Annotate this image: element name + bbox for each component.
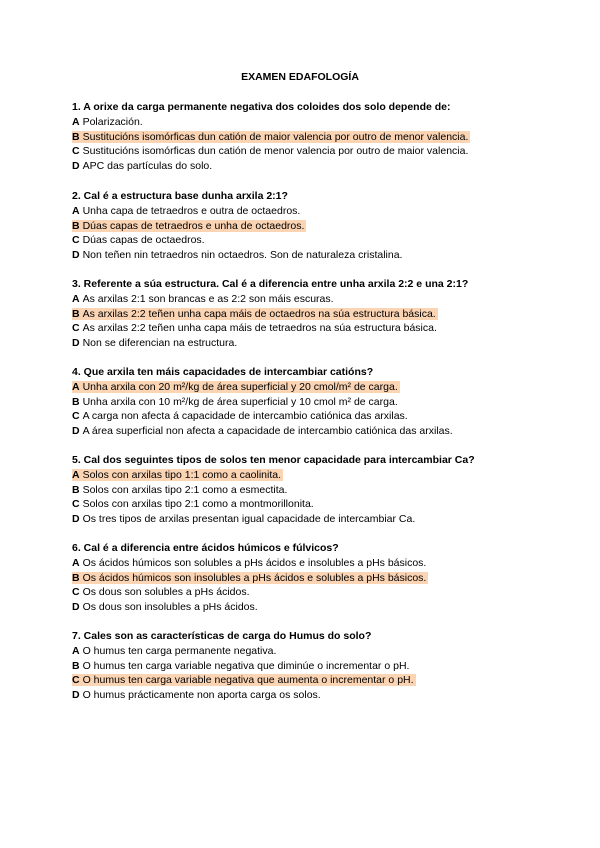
page-title: EXAMEN EDAFOLOGÍA	[241, 71, 359, 83]
option-c: C Os dous son solubles a pHs ácidos.	[72, 586, 250, 599]
option-b: B Unha arxila con 10 m²/kg de área superficial y 10 cmol m² de carga.	[72, 395, 398, 408]
question-3	[72, 277, 552, 350]
option-d: D Os tres tipos de arxilas presentan igual capacidade de intercambiar Ca.	[72, 512, 416, 525]
highlighted-answer: B Dúas capas de tetraedros e unha de octaedros.	[72, 219, 305, 232]
option-c: C Sustitucións isomórficas dun catión de menor valencia por outro de maior valencia.	[72, 145, 469, 158]
option-c: C A carga non afecta á capacidade de intercambio catiónica das arxilas.	[72, 410, 408, 423]
highlighted-answer: B As arxilas 2:2 teñen unha capa máis de octaedros na súa estructura básica.	[72, 307, 436, 320]
option-a: A Os ácidos húmicos son solubles a pHs ácidos e insolubles a pHs básicos.	[72, 557, 427, 569]
option-a: A Polarización.	[72, 116, 143, 128]
question-text: 7. Cales son as características de carga do Humus do solo?	[72, 630, 372, 642]
option-d: D Non se diferencian na estructura.	[72, 336, 238, 349]
option-b: B O humus ten carga variable negativa que diminúe o incrementar o pH.	[72, 659, 410, 672]
option-b	[72, 307, 552, 322]
question-2	[72, 189, 552, 262]
question-text: 3. Referente a súa estructura. Cal é a diferencia entre unha arxila 2:2 e una 2:1?	[72, 278, 469, 290]
question-text: 6. Cal é a diferencia entre ácidos húmicos e fúlvicos?	[72, 542, 339, 554]
highlighted-answer: A Unha arxila con 20 m²/kg de área superficial y 20 cmol/m² de carga.	[72, 381, 398, 393]
option-a	[72, 468, 552, 483]
question-4	[72, 365, 552, 438]
option-c	[72, 673, 552, 688]
option-a: A Unha capa de tetraedros e outra de octaedros.	[72, 205, 301, 217]
question-6	[72, 541, 552, 614]
option-a: A O humus ten carga permanente negativa.	[72, 645, 277, 657]
highlighted-answer: C O humus ten carga variable negativa que aumenta o incrementar o pH.	[72, 674, 414, 687]
question-1	[72, 100, 552, 173]
question-text: 2. Cal é a estructura base dunha arxila 2:1?	[72, 190, 288, 202]
option-b	[72, 219, 552, 234]
highlighted-answer: A Solos con arxilas tipo 1:1 como a caolinita.	[72, 469, 282, 481]
option-b	[72, 130, 552, 145]
option-d: D Os dous son insolubles a pHs ácidos.	[72, 600, 258, 613]
option-a: A As arxilas 2:1 son brancas e as 2:2 son máis escuras.	[72, 293, 334, 305]
option-c: C Solos con arxilas tipo 2:1 como a montmorillonita.	[72, 498, 314, 511]
option-b: B Solos con arxilas tipo 2:1 como a esmectita.	[72, 483, 288, 496]
option-d: D APC das partículas do solo.	[72, 159, 213, 172]
option-b	[72, 571, 552, 586]
option-a	[72, 380, 552, 395]
option-d: D Non teñen nin tetraedros nin octaedros. Son de naturaleza cristalina.	[72, 248, 403, 261]
option-d: D O humus prácticamente non aporta carga os solos.	[72, 688, 321, 701]
question-7	[72, 629, 552, 702]
highlighted-answer: B Sustitucións isomórficas dun catión de maior valencia por outro de menor valencia.	[72, 130, 469, 143]
question-text: 1. A orixe da carga permanente negativa dos coloides dos solo depende de:	[72, 101, 451, 113]
question-text: 4. Que arxila ten máis capacidades de intercambiar catións?	[72, 366, 374, 378]
question-5	[72, 453, 552, 526]
question-text: 5. Cal dos seguintes tipos de solos ten menor capacidade para intercambiar Ca?	[72, 454, 475, 466]
option-d: D A área superficial non afecta a capacidade de intercambio catiónica das arxilas.	[72, 424, 453, 437]
option-c: C As arxilas 2:2 teñen unha capa máis de tetraedros na súa estructura básica.	[72, 322, 437, 335]
option-c: C Dúas capas de octaedros.	[72, 234, 205, 247]
highlighted-answer: B Os ácidos húmicos son insolubles a pHs ácidos e solubles a pHs básicos.	[72, 571, 427, 584]
